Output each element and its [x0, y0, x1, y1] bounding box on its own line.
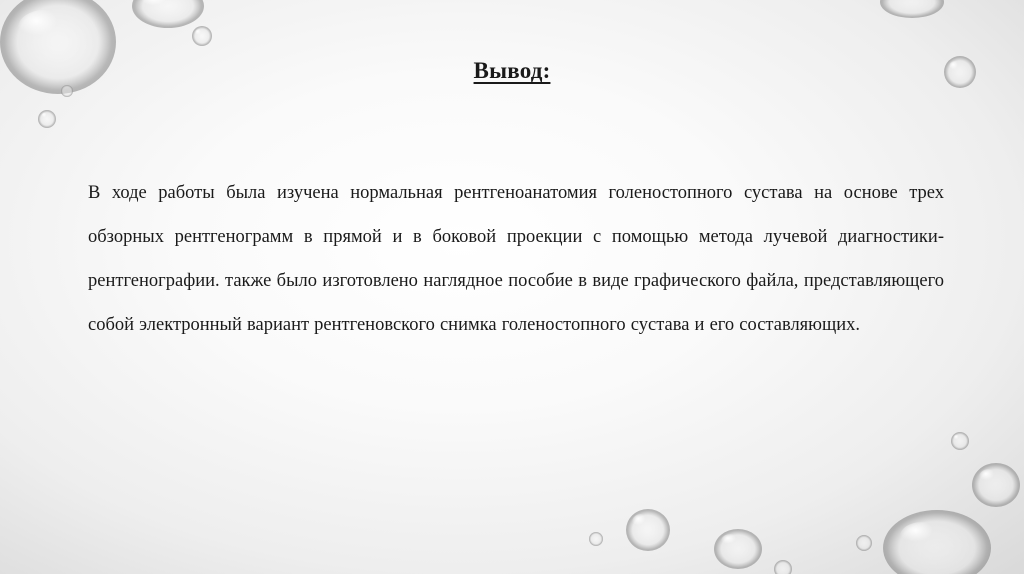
droplet	[714, 529, 762, 569]
droplet	[774, 560, 792, 574]
droplet	[883, 510, 991, 574]
droplet	[856, 535, 872, 551]
droplet	[38, 110, 56, 128]
droplet	[589, 532, 603, 546]
droplet	[880, 0, 944, 18]
droplet	[626, 509, 670, 551]
slide-title: Вывод:	[473, 58, 551, 83]
droplet	[132, 0, 204, 28]
droplet	[192, 26, 212, 46]
droplet	[61, 85, 73, 97]
droplet	[972, 463, 1020, 507]
droplet	[951, 432, 969, 450]
conclusion-paragraph: В ходе работы была изучена нормальная рентгеноанатомия голеностопного сустава на основе трех обзорных рентгенограмм в прямой и в боковой проекции с помощью метода лучевой диагностики-рентгенографии. также было изготовлено наглядное пособие в виде графического файла, представляющего собой электронный вариант рентгеновского снимка голеностопного сустава и его составляющих.	[88, 183, 944, 335]
